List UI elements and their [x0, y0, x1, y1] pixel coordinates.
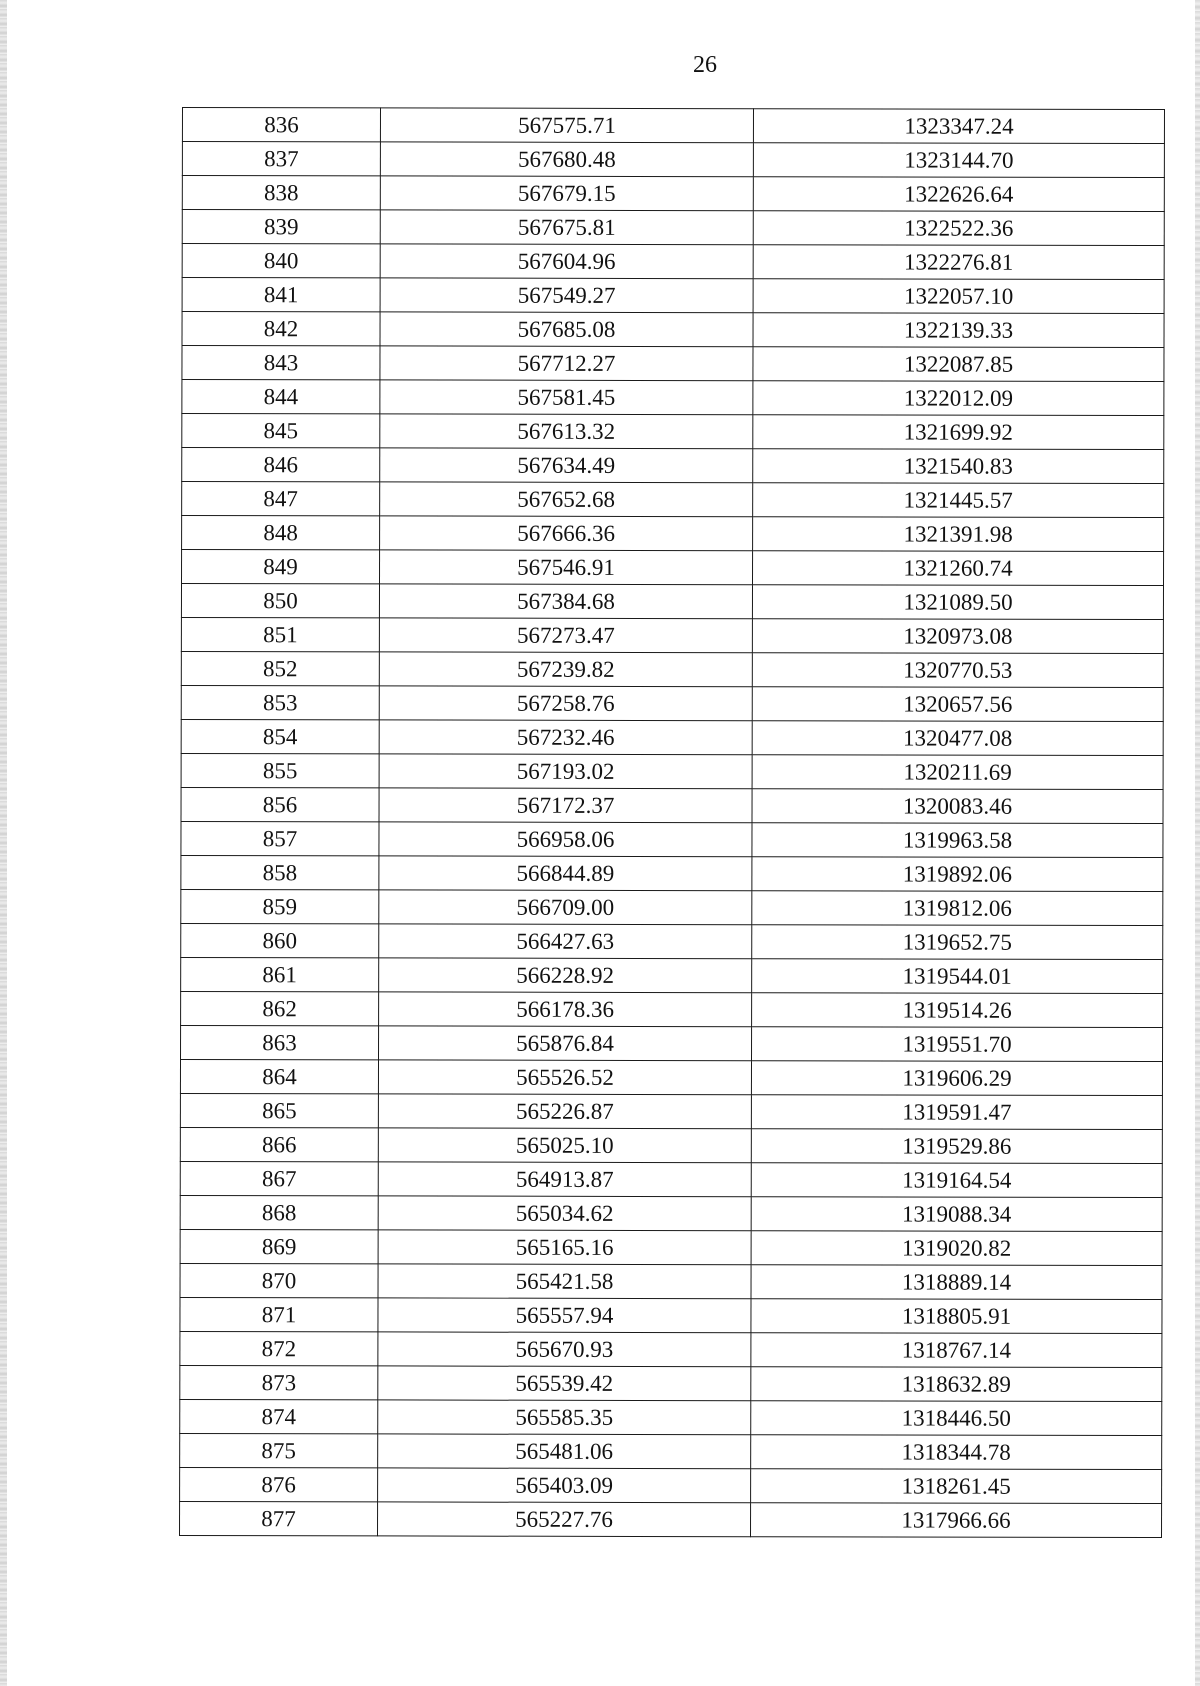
- point-number-cell: 837: [182, 142, 380, 176]
- table-row: [182, 448, 1164, 484]
- y-coordinate-cell: 1318344.78: [751, 1435, 1162, 1470]
- table-row: [182, 278, 1164, 314]
- x-coordinate-cell: 565481.06: [378, 1434, 751, 1469]
- y-coordinate-cell: 1320477.08: [752, 721, 1163, 756]
- x-coordinate-cell: 567273.47: [379, 618, 752, 653]
- point-number-cell: 839: [182, 210, 380, 244]
- table-row: [181, 787, 1163, 823]
- x-coordinate-cell: 565876.84: [379, 1026, 752, 1061]
- x-coordinate-cell: 567604.96: [380, 244, 753, 279]
- y-coordinate-cell: 1319606.29: [751, 1061, 1162, 1096]
- table-row: [181, 584, 1163, 620]
- table-row: [182, 414, 1164, 450]
- x-coordinate-cell: 567712.27: [380, 346, 753, 381]
- table-row: [180, 1297, 1162, 1333]
- x-coordinate-cell: 567193.02: [379, 754, 752, 789]
- table-row: [182, 244, 1164, 280]
- y-coordinate-cell: 1319591.47: [751, 1095, 1162, 1130]
- x-coordinate-cell: 567634.49: [380, 448, 753, 483]
- y-coordinate-cell: 1319892.06: [752, 857, 1163, 892]
- y-coordinate-cell: 1320657.56: [752, 687, 1163, 722]
- x-coordinate-cell: 567666.36: [380, 516, 753, 551]
- y-coordinate-cell: 1318805.91: [751, 1299, 1162, 1334]
- x-coordinate-cell: 567172.37: [379, 788, 752, 823]
- coordinates-table-body: [180, 108, 1165, 1538]
- y-coordinate-cell: 1323144.70: [753, 143, 1164, 178]
- table-row: [180, 1229, 1162, 1265]
- point-number-cell: 847: [182, 482, 380, 516]
- x-coordinate-cell: 567546.91: [380, 550, 753, 585]
- x-coordinate-cell: 567613.32: [380, 414, 753, 449]
- y-coordinate-cell: 1318767.14: [751, 1333, 1162, 1368]
- x-coordinate-cell: 566958.06: [379, 822, 752, 857]
- point-number-cell: 845: [182, 414, 380, 448]
- y-coordinate-cell: 1321260.74: [753, 551, 1164, 586]
- point-number-cell: 848: [182, 516, 380, 550]
- x-coordinate-cell: 564913.87: [378, 1162, 751, 1197]
- y-coordinate-cell: 1319529.86: [751, 1129, 1162, 1164]
- x-coordinate-cell: 565226.87: [378, 1094, 751, 1129]
- x-coordinate-cell: 565034.62: [378, 1196, 751, 1231]
- y-coordinate-cell: 1320770.53: [752, 653, 1163, 688]
- x-coordinate-cell: 567549.27: [380, 278, 753, 313]
- point-number-cell: 841: [182, 278, 380, 312]
- x-coordinate-cell: 567685.08: [380, 312, 753, 347]
- table-row: [180, 1365, 1162, 1401]
- x-coordinate-cell: 566228.92: [379, 958, 752, 993]
- point-number-cell: 874: [180, 1399, 378, 1433]
- y-coordinate-cell: 1319164.54: [751, 1163, 1162, 1198]
- point-number-cell: 858: [181, 855, 379, 889]
- y-coordinate-cell: 1319020.82: [751, 1231, 1162, 1266]
- x-coordinate-cell: 567258.76: [379, 686, 752, 721]
- point-number-cell: 863: [181, 1025, 379, 1059]
- x-coordinate-cell: 565227.76: [378, 1502, 751, 1537]
- table-row: [181, 753, 1163, 789]
- x-coordinate-cell: 567679.15: [380, 176, 753, 211]
- point-number-cell: 872: [180, 1331, 378, 1365]
- table-row: [182, 482, 1164, 518]
- x-coordinate-cell: 565421.58: [378, 1264, 751, 1299]
- y-coordinate-cell: 1319544.01: [752, 959, 1163, 994]
- y-coordinate-cell: 1322276.81: [753, 245, 1164, 280]
- table-row: [182, 380, 1164, 416]
- point-number-cell: 869: [180, 1229, 378, 1263]
- y-coordinate-cell: 1321540.83: [753, 449, 1164, 484]
- table-row: [181, 991, 1163, 1027]
- x-coordinate-cell: 566427.63: [379, 924, 752, 959]
- page-number: 26: [693, 52, 717, 78]
- y-coordinate-cell: 1323347.24: [753, 109, 1164, 144]
- point-number-cell: 867: [180, 1161, 378, 1195]
- x-coordinate-cell: 565557.94: [378, 1298, 751, 1333]
- point-number-cell: 836: [182, 108, 380, 142]
- table-row: [180, 1127, 1162, 1163]
- table-row: [181, 685, 1163, 721]
- point-number-cell: 855: [181, 753, 379, 787]
- point-number-cell: 856: [181, 787, 379, 821]
- table-row: [182, 516, 1164, 552]
- table-row: [181, 617, 1163, 653]
- point-number-cell: 859: [181, 889, 379, 923]
- point-number-cell: 873: [180, 1365, 378, 1399]
- point-number-cell: 840: [182, 244, 380, 278]
- point-number-cell: 876: [180, 1467, 378, 1501]
- point-number-cell: 842: [182, 312, 380, 346]
- point-number-cell: 877: [180, 1501, 378, 1535]
- x-coordinate-cell: 567652.68: [380, 482, 753, 517]
- y-coordinate-cell: 1320211.69: [752, 755, 1163, 790]
- point-number-cell: 871: [180, 1297, 378, 1331]
- table-row: [180, 1433, 1162, 1469]
- x-coordinate-cell: 567575.71: [380, 108, 753, 143]
- point-number-cell: 850: [181, 584, 379, 618]
- x-coordinate-cell: 567384.68: [379, 584, 752, 619]
- x-coordinate-cell: 565539.42: [378, 1366, 751, 1401]
- table-row: [182, 142, 1164, 178]
- y-coordinate-cell: 1321089.50: [752, 585, 1163, 620]
- table-row: [181, 957, 1163, 993]
- x-coordinate-cell: 566844.89: [379, 856, 752, 891]
- y-coordinate-cell: 1317966.66: [751, 1503, 1162, 1538]
- y-coordinate-cell: 1322522.36: [753, 211, 1164, 246]
- y-coordinate-cell: 1321699.92: [753, 415, 1164, 450]
- table-row: [180, 1467, 1162, 1503]
- x-coordinate-cell: 567675.81: [380, 210, 753, 245]
- point-number-cell: 868: [180, 1195, 378, 1229]
- x-coordinate-cell: 565165.16: [378, 1230, 751, 1265]
- point-number-cell: 852: [181, 651, 379, 685]
- y-coordinate-cell: 1319812.06: [752, 891, 1163, 926]
- point-number-cell: 838: [182, 176, 380, 210]
- point-number-cell: 870: [180, 1263, 378, 1297]
- x-coordinate-cell: 565585.35: [378, 1400, 751, 1435]
- point-number-cell: 865: [180, 1093, 378, 1127]
- table-row: [180, 1399, 1162, 1435]
- point-number-cell: 861: [181, 957, 379, 991]
- table-row: [182, 210, 1164, 246]
- table-row: [181, 719, 1163, 755]
- x-coordinate-cell: 567232.46: [379, 720, 752, 755]
- table-row: [180, 1501, 1162, 1537]
- y-coordinate-cell: 1319963.58: [752, 823, 1163, 858]
- table-row: [182, 312, 1164, 348]
- x-coordinate-cell: 566178.36: [379, 992, 752, 1027]
- x-coordinate-cell: 565526.52: [378, 1060, 751, 1095]
- y-coordinate-cell: 1318261.45: [751, 1469, 1162, 1504]
- table-row: [180, 1093, 1162, 1129]
- y-coordinate-cell: 1322087.85: [753, 347, 1164, 382]
- y-coordinate-cell: 1319652.75: [752, 925, 1163, 960]
- point-number-cell: 860: [181, 923, 379, 957]
- y-coordinate-cell: 1319551.70: [752, 1027, 1163, 1062]
- y-coordinate-cell: 1322012.09: [753, 381, 1164, 416]
- table-row: [182, 108, 1164, 144]
- table-row: [180, 1161, 1162, 1197]
- y-coordinate-cell: 1322626.64: [753, 177, 1164, 212]
- y-coordinate-cell: 1320083.46: [752, 789, 1163, 824]
- point-number-cell: 844: [182, 380, 380, 414]
- table-row: [181, 1025, 1163, 1061]
- x-coordinate-cell: 567581.45: [380, 380, 753, 415]
- point-number-cell: 849: [182, 550, 380, 584]
- x-coordinate-cell: 565403.09: [378, 1468, 751, 1503]
- point-number-cell: 857: [181, 821, 379, 855]
- y-coordinate-cell: 1318446.50: [751, 1401, 1162, 1436]
- x-coordinate-cell: 566709.00: [379, 890, 752, 925]
- table-row: [180, 1059, 1162, 1095]
- scan-edge-left: [0, 0, 7, 1686]
- x-coordinate-cell: 567680.48: [380, 142, 753, 177]
- y-coordinate-cell: 1319514.26: [752, 993, 1163, 1028]
- scan-edge-right: [1195, 0, 1200, 1686]
- table-row: [181, 889, 1163, 925]
- table-row: [180, 1331, 1162, 1367]
- point-number-cell: 851: [181, 617, 379, 651]
- table-row: [182, 346, 1164, 382]
- y-coordinate-cell: 1322139.33: [753, 313, 1164, 348]
- point-number-cell: 853: [181, 685, 379, 719]
- table-row: [180, 1195, 1162, 1231]
- point-number-cell: 854: [181, 719, 379, 753]
- y-coordinate-cell: 1322057.10: [753, 279, 1164, 314]
- coordinates-table: [179, 107, 1165, 1538]
- point-number-cell: 846: [182, 448, 380, 482]
- y-coordinate-cell: 1318889.14: [751, 1265, 1162, 1300]
- point-number-cell: 864: [180, 1059, 378, 1093]
- table-row: [181, 821, 1163, 857]
- point-number-cell: 862: [181, 991, 379, 1025]
- x-coordinate-cell: 565670.93: [378, 1332, 751, 1367]
- table-row: [181, 651, 1163, 687]
- y-coordinate-cell: 1321391.98: [753, 517, 1164, 552]
- x-coordinate-cell: 567239.82: [379, 652, 752, 687]
- y-coordinate-cell: 1321445.57: [753, 483, 1164, 518]
- y-coordinate-cell: 1318632.89: [751, 1367, 1162, 1402]
- table-row: [182, 550, 1164, 586]
- point-number-cell: 875: [180, 1433, 378, 1467]
- table-row: [180, 1263, 1162, 1299]
- point-number-cell: 843: [182, 346, 380, 380]
- y-coordinate-cell: 1320973.08: [752, 619, 1163, 654]
- x-coordinate-cell: 565025.10: [378, 1128, 751, 1163]
- table-row: [182, 176, 1164, 212]
- point-number-cell: 866: [180, 1127, 378, 1161]
- table-row: [181, 923, 1163, 959]
- y-coordinate-cell: 1319088.34: [751, 1197, 1162, 1232]
- table-row: [181, 855, 1163, 891]
